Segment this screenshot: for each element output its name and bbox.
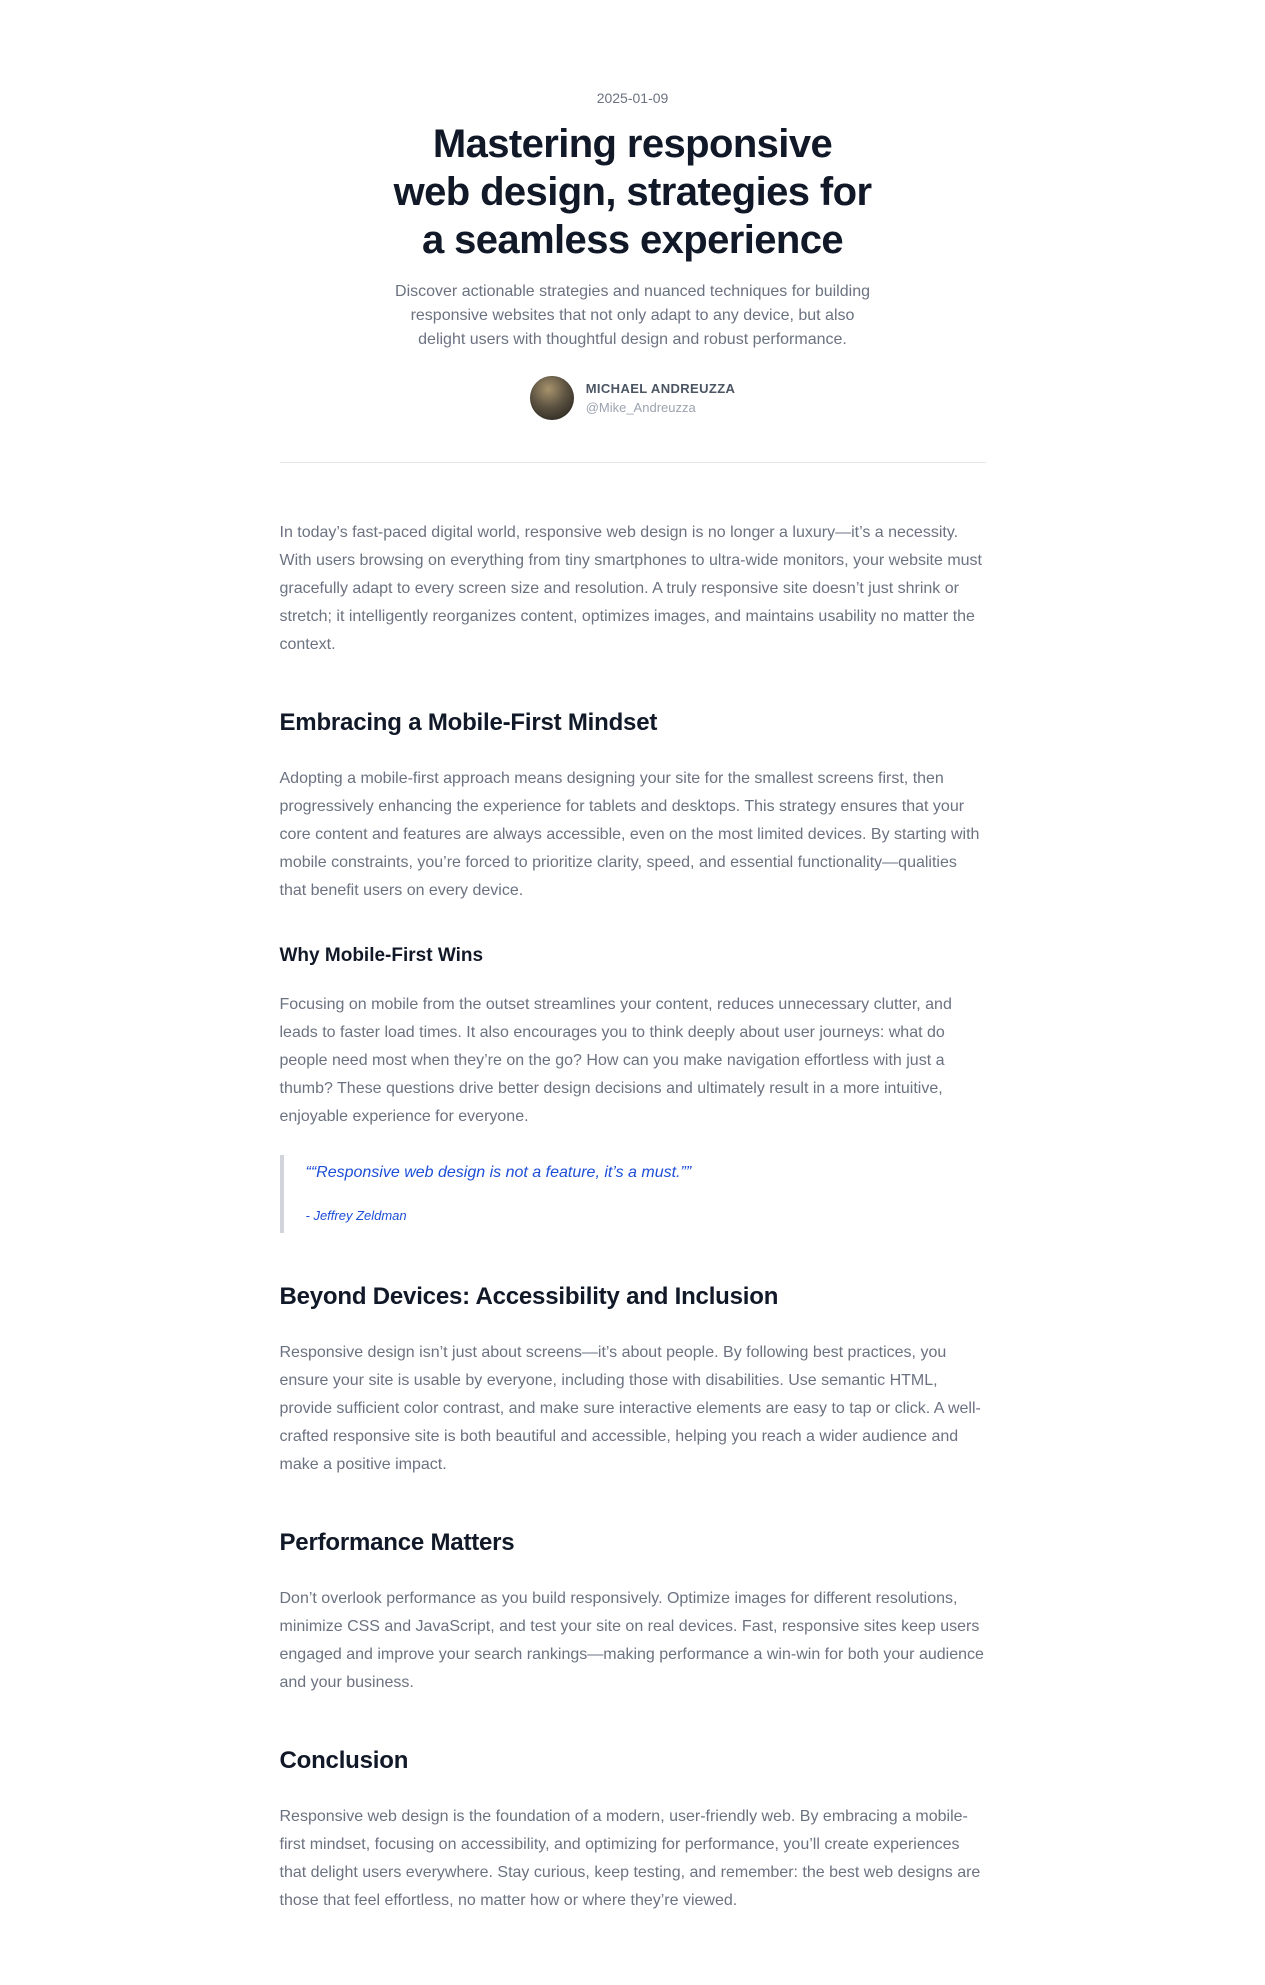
post-header [280, 88, 986, 463]
section-conclusion [280, 1745, 986, 1915]
article-body [280, 463, 986, 1915]
section-heading: Embracing a Mobile-First Mindset [279, 709, 658, 736]
section-paragraph: Responsive web design is the foundation of a modern, user-friendly web. By embracing a mobile-first mindset, focusing on accessibility, and optimizing for performance, you’ll create experiences that delight users everywhere. Stay curious, keep testing, and remember: the best web designs are those that feel effortless, no matter how or where they’re viewed. [279, 1808, 981, 1909]
post-title-line: Mastering responsive [432, 122, 833, 166]
author [280, 376, 986, 420]
section-heading: Beyond Devices: Accessibility and Inclusion [279, 1283, 779, 1310]
article-page [280, 0, 986, 1985]
quote-text: ““Responsive web design is not a feature, it’s a must.”” [305, 1164, 692, 1181]
author-avatar [530, 376, 574, 420]
author-name: MICHAEL ANDREUZZA [585, 381, 736, 396]
section-accessibility [280, 1281, 986, 1479]
section-mobile-first [280, 707, 986, 905]
subsection-heading: Why Mobile-First Wins [279, 945, 484, 966]
quote-attribution: - Jeffrey Zeldman [305, 1208, 407, 1223]
post-subtitle-line: Discover actionable strategies and nuanced techniques for building [395, 283, 870, 300]
post-title-line: web design, strategies for [393, 170, 872, 214]
section-heading: Performance Matters [279, 1529, 515, 1556]
section-paragraph: Don’t overlook performance as you build responsively. Optimize images for different resolutions, minimize CSS and JavaScript, and test your site on real devices. Fast, responsive sites keep users engaged and improve your search rankings—making performance a win-win for both your audience and your business. [279, 1590, 984, 1691]
intro-paragraph: In today’s fast-paced digital world, responsive web design is no longer a luxury—it’s a necessity. With users browsing on everything from tiny smartphones to ultra-wide monitors, your website must gracefully adapt to every screen size and resolution. A truly responsive site doesn’t just shrink or stretch; it intelligently reorganizes content, optimizes images, and maintains usability no matter the context. [279, 524, 982, 653]
post-subtitle [280, 280, 986, 352]
section-paragraph: Responsive design isn’t just about screens—it’s about people. By following best practices, you ensure your site is usable by everyone, including those with disabilities. Use semantic HTML, provide sufficient color contrast, and make sure interactive elements are easy to tap or click. A well-crafted responsive site is both beautiful and accessible, helping you reach a wider audience and make a positive impact. [279, 1344, 981, 1473]
section-performance [280, 1527, 986, 1697]
author-handle[interactable]: @Mike_Andreuzza [585, 400, 696, 415]
post-subtitle-line: responsive websites that not only adapt to any device, but also [410, 307, 855, 324]
post-title [280, 120, 986, 264]
post-date: 2025-01-09 [596, 90, 669, 106]
section-paragraph: Focusing on mobile from the outset streamlines your content, reduces unnecessary clutter, and leads to faster load times. It also encourages you to think deeply about user journeys: what do people need most when they’re on the go? How can you make navigation effortless with just a thumb? These questions drive better design decisions and ultimately result in a more intuitive, enjoyable experience for everyone. [279, 996, 952, 1125]
section-heading: Conclusion [279, 1747, 409, 1774]
pull-quote [280, 1155, 986, 1233]
section-why-mobile-first-wins [280, 943, 986, 1131]
author-meta [586, 380, 736, 416]
section-paragraph: Adopting a mobile-first approach means designing your site for the smallest screens first, then progressively enhancing the experience for tablets and desktops. This strategy ensures that your core content and features are always accessible, even on the most limited devices. By starting with mobile constraints, you’re forced to prioritize clarity, speed, and essential functionality—qualities that benefit users on every device. [279, 770, 980, 899]
post-subtitle-line: delight users with thoughtful design and robust performance. [418, 331, 847, 348]
post-title-line: a seamless experience [421, 218, 844, 262]
